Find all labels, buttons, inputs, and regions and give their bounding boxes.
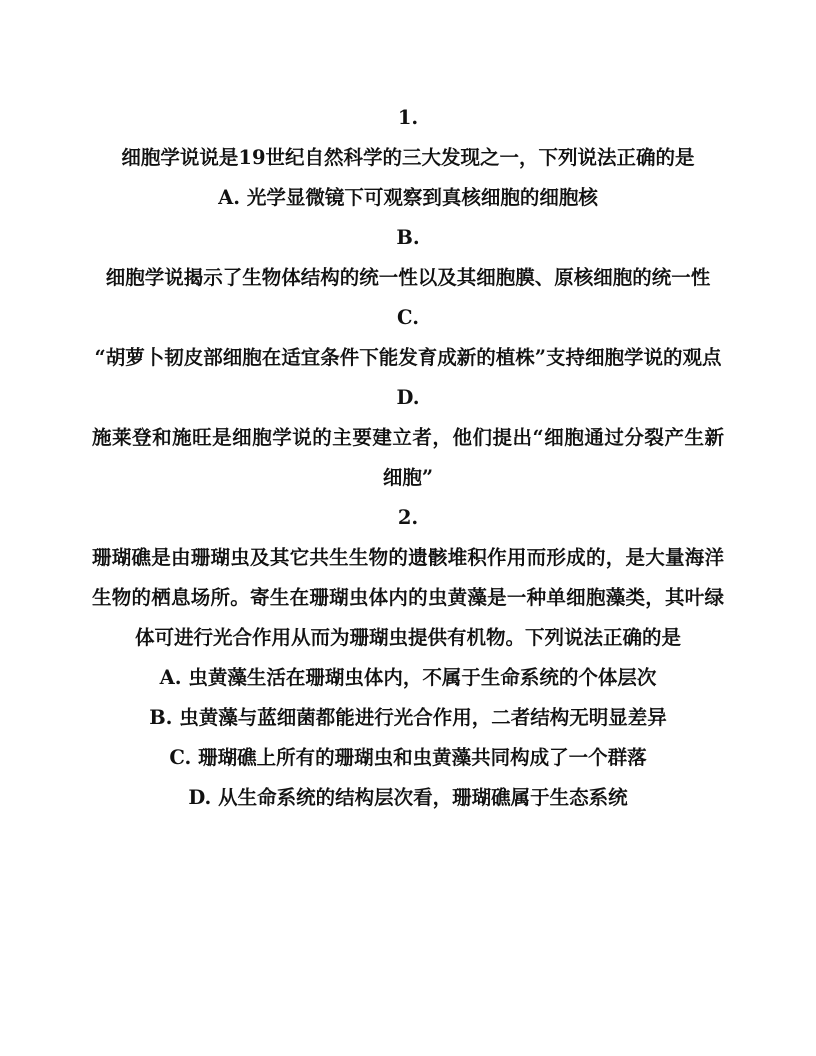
- question-1-option-a: [92, 178, 724, 218]
- option-text: 虫黄藻生活在珊瑚虫体内，不属于生命系统的个体层次: [188, 666, 657, 689]
- option-label: C.: [169, 746, 192, 769]
- question-1-option-b-label: B.: [396, 226, 420, 249]
- question-2-stem: 珊瑚礁是由珊瑚虫及其它共生生物的遗骸堆积作用而形成的，是大量海洋生物的栖息场所。寄生在珊瑚虫体内的虫黄藻是一种单细胞藻类，其叶绿体可进行光合作用从而为珊瑚虫提供有机物。下列说法正确的是: [92, 546, 724, 649]
- question-2-option-b: [92, 698, 724, 738]
- question-2-option-d: [92, 778, 724, 818]
- question-1-option-c-label: C.: [397, 306, 419, 329]
- question-2-option-c: [92, 738, 724, 778]
- option-label: D.: [188, 786, 212, 809]
- option-label: B.: [149, 706, 173, 729]
- question-1-option-b-text: 细胞学说揭示了生物体结构的统一性以及其细胞膜、原核细胞的统一性: [105, 266, 711, 289]
- option-text: 珊瑚礁上所有的珊瑚虫和虫黄藻共同构成了一个群落: [198, 746, 647, 769]
- question-1-number: 1.: [397, 106, 419, 129]
- option-label: A.: [218, 186, 241, 209]
- question-2-number: 2.: [397, 506, 419, 529]
- exam-page: [92, 98, 724, 818]
- question-1-stem: 细胞学说说是19世纪自然科学的三大发现之一，下列说法正确的是: [121, 146, 695, 169]
- option-text: 虫黄藻与蓝细菌都能进行光合作用，二者结构无明显差异: [179, 706, 667, 729]
- question-2-option-a: [92, 658, 724, 698]
- question-1-option-d-text: 施莱登和施旺是细胞学说的主要建立者，他们提出“细胞通过分裂产生新细胞”: [92, 426, 724, 489]
- question-1-option-c-text: “胡萝卜韧皮部细胞在适宜条件下能发育成新的植株”支持细胞学说的观点: [94, 346, 722, 369]
- option-label: A.: [159, 666, 182, 689]
- option-text: 从生命系统的结构层次看，珊瑚礁属于生态系统: [218, 786, 628, 809]
- question-1-option-d-label: D.: [396, 386, 420, 409]
- option-text: 光学显微镜下可观察到真核细胞的细胞核: [246, 186, 598, 209]
